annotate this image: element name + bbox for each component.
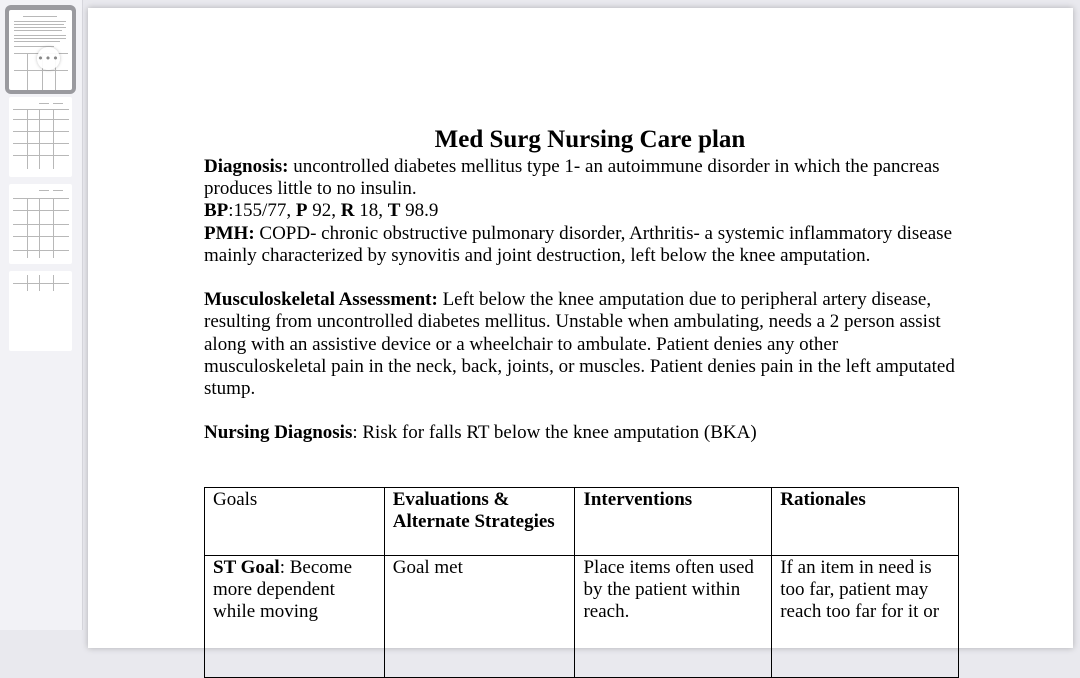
musculoskeletal-paragraph [204, 289, 964, 400]
t-value: 98.9 [400, 200, 439, 222]
pmh-text: COPD- chronic obstructive pulmonary disorder, Arthritis- a systemic inflammatory disease mainly characterized by synovitis and joint destruction, left below the knee amputation. [204, 222, 952, 266]
bp-label: BP [204, 200, 229, 222]
care-plan-table [204, 487, 959, 678]
page-thumbnail-3[interactable] [9, 184, 72, 264]
page-thumbnail-2[interactable] [9, 97, 72, 177]
p-value: 92, [307, 200, 341, 222]
rationale-cell: If an item in need is too far, patient may reach too far for it or [772, 556, 959, 678]
thumbnail-sidebar [0, 0, 83, 630]
header-goals: Goals [205, 488, 385, 556]
more-options-icon[interactable]: ••• [37, 47, 60, 70]
p-label: P [295, 200, 308, 222]
pmh-paragraph [204, 223, 964, 267]
diagnosis-text: uncontrolled diabetes mellitus type 1- an autoimmune disorder in which the pancreas produces little to no insulin. [204, 156, 940, 200]
intervention-cell: Place items often used by the patient within reach. [575, 556, 772, 678]
vitals-line [204, 200, 964, 222]
evaluation-cell: Goal met [384, 556, 575, 678]
table-row [205, 556, 959, 678]
t-label: T [387, 200, 401, 222]
table-header-row [205, 488, 959, 556]
page-thumbnail-1[interactable] [9, 10, 72, 90]
document-body [204, 124, 964, 445]
musculoskeletal-label: Musculoskeletal Assessment: [204, 289, 438, 311]
header-evaluations: Evaluations & Alternate Strategies [384, 488, 575, 556]
diagnosis-paragraph [204, 156, 964, 200]
nursing-diagnosis-text: : Risk for falls RT below the knee amputation (BKA) [352, 422, 757, 444]
header-rationales: Rationales [772, 488, 959, 556]
goal-cell [205, 556, 385, 678]
header-interventions: Interventions [575, 488, 772, 556]
pmh-label: PMH: [204, 222, 255, 244]
r-label: R [340, 200, 355, 222]
r-value: 18, [354, 200, 388, 222]
nursing-diagnosis-paragraph [204, 422, 964, 444]
nursing-diagnosis-label: Nursing Diagnosis [204, 422, 353, 444]
diagnosis-label: Diagnosis: [204, 156, 289, 177]
page-thumbnail-4[interactable] [9, 271, 72, 351]
page-title: Med Surg Nursing Care plan [434, 126, 746, 153]
bp-value: :155/77, [228, 200, 296, 222]
document-page [88, 8, 1073, 648]
musculoskeletal-text: Left below the knee amputation due to peripheral artery disease, resulting from uncontrolled diabetes mellitus. Unstable when ambulating, needs a 2 person assist along with an assistive device or a wheelchair to ambulate. Patient denies any other musculoskeletal pain in the neck, back, joints, or muscles. Patient denies pain in the left amputated stump. [204, 289, 955, 400]
goal-text: : Become more dependent while moving [213, 557, 352, 623]
goal-label: ST Goal [213, 557, 280, 578]
